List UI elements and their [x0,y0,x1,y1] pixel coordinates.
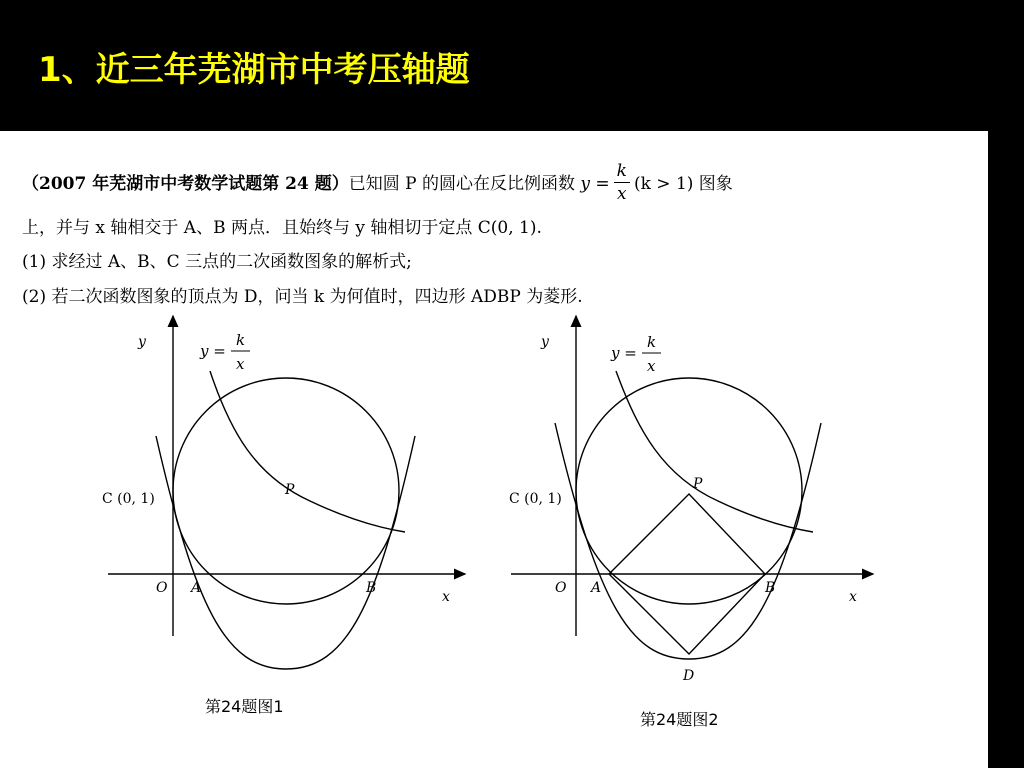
fig2-label-a: A [591,580,602,596]
func-numerator: k [614,160,630,183]
slide-title: 1、近三年芜湖市中考压轴题 [38,50,470,90]
hyperbola-curve [210,371,405,532]
fig1-label-p: P [285,482,295,498]
fig2-label-c: C (0, 1) [509,491,562,507]
problem-line-1 [22,161,733,204]
parabola-curve [156,436,415,669]
problem-line-4: (2) 若二次函数图象的顶点为 D，问当 k 为何值时，四边形 ADBP 为菱形. [22,287,583,307]
content-panel [0,131,988,768]
problem-source: （2007 年芜湖市中考数学试题第 24 题） [22,174,349,194]
circle-p [576,378,802,604]
fig2-label-d: D [683,668,695,684]
fig1-label-c: C (0, 1) [102,491,155,507]
hyperbola-curve [616,371,813,532]
fig1-axis-x-label: x [442,589,450,605]
figure-1 [100,306,480,726]
func-fraction [614,160,630,205]
fig1-label-b: B [366,580,377,596]
fig2-label-p: P [693,476,703,492]
fig2-label-b: B [765,580,776,596]
figure-1-caption: 第24题图1 [205,697,284,716]
problem-line-3: (1) 求经过 A、B、C 三点的二次函数图象的解析式; [22,252,412,272]
fig2-func-y: y = [611,344,637,362]
parabola-curve [555,423,821,659]
func-denominator: x [617,184,627,204]
fig2-axis-x-label: x [849,589,857,605]
problem-line1-tail: (k > 1) 图象 [633,174,733,194]
figure-2 [503,306,888,736]
fig2-func-num: k [647,333,657,351]
fig1-func-y: y = [200,342,226,360]
fig1-axis-y-label: y [138,334,146,350]
fig2-axis-y-label: y [541,334,549,350]
problem-line-2: 上，并与 x 轴相交于 A、B 两点．且始终与 y 轴相切于定点 C(0, 1). [22,218,542,238]
fig2-func-den: x [647,357,656,375]
figure-2-caption: 第24题图2 [640,710,719,729]
fig1-label-o: O [156,580,168,596]
fig1-func-den: x [236,355,245,373]
func-y: y = [580,174,610,194]
fig1-label-a: A [191,580,202,596]
problem-line1-text: 已知圆 P 的圆心在反比例函数 [348,174,575,194]
fig2-label-o: O [555,580,567,596]
fig1-func-num: k [236,331,246,349]
